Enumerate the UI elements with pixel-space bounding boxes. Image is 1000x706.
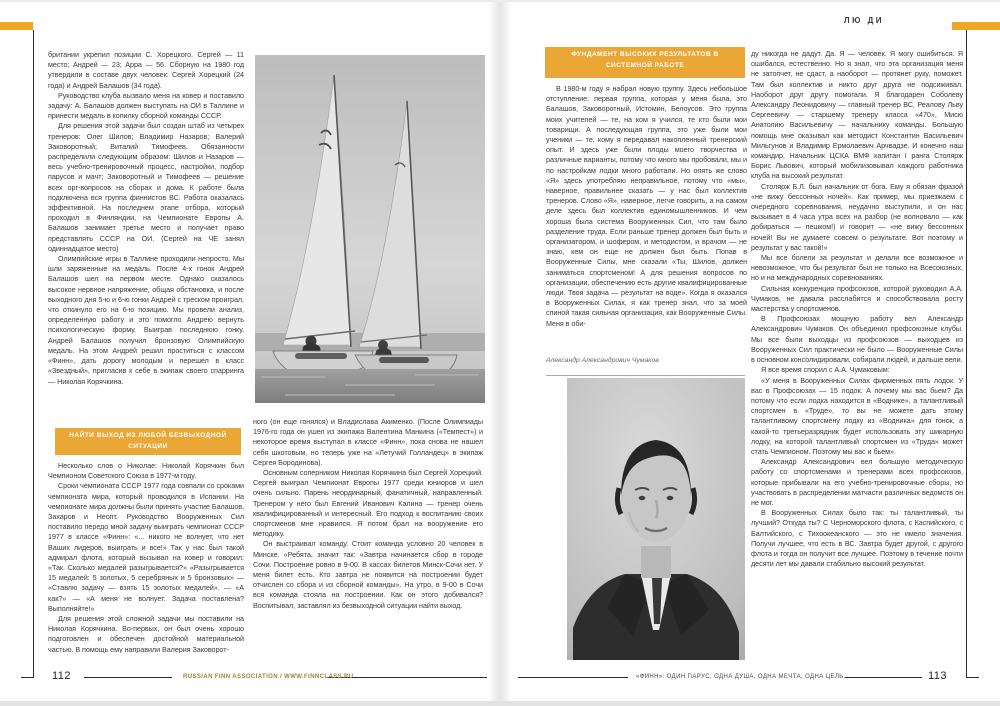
body-paragraph: Несколько слов о Николае: Николай Корячкин был Чемпионом Советского Союза в 1977-м году. — [48, 461, 244, 481]
footer-rule — [845, 677, 922, 678]
left-column-b — [253, 417, 483, 667]
body-paragraph: В 1980-м году я набрал новую группу. Здесь небольшое отступление: первая группа, которая у меня была, это Балашов, Заковоротный, Истомин, Белоусов. Это группа моих учителей — те, на ком я учился, те кто были мои товарищи. А последующая группа, это уже были мои ученики — те, кому я передавал накопленный тренерский опыт. И здесь уже были плоды моего творчества и различные варианты, потому что много мы пробовали, мы и по настройкам лодки много работали. Но опять же слово «Я» здесь употребляю неправильное, потому что «мы», наверное, правильнее сказать — у нас был коллектив тренеров. Слово «Я», наверное, легче говорить, а на самом деле здесь был коллектив единомышленников. И чем хороша была система Вооруженных Сил, что там было разделение труда. Если раньше тренер должен был быть и организатором, и шофером, и методистом, и врачом — не знаю, кем он еще не должен был быть. Попав в Вооруженные Силы, мне сказали «Ты, Шилов, должен заниматься спортсменом! А для решения вопросов по организации, обеспечению есть другие квалифицированные люди. Твоя задача — результат на воде». Когда я оказался в Вооруженных Силах, я как тренер знал, что за моей спиной такая сильная организация, как Вооруженные Силы. Меня в оби- — [546, 84, 747, 328]
left-column-a-bottom — [48, 461, 244, 653]
body-paragraph: «У меня в Вооруженных Силах фирменных пять лодок. У вас в Профсоюзах — 15 лодок. А почему мы вас бьем? Да потому что если лодка находится в «Воднике», а талантливый спортсмен в «Труде», то вы не можете дать этому талантливому спортсмену лодку из «Водника» для гонок, а какой-то третьеразрядник будет использовать эту шикарную лодку, на которой талантливый спортсмен из «Труда» может стать Чемпионом. Поэтому мы вас и бьем». — [751, 375, 963, 456]
margin-rule-right-foot — [966, 677, 979, 678]
body-paragraph: Сильная конкуренция профсоюзов, которой руководил А.А. Чумаков, не давала расслабится и способствовала росту мастерства у спортсменов. — [751, 283, 963, 314]
right-column-a — [546, 84, 747, 358]
body-paragraph: Для решения этой сложной задачи мы поставили на Николая Корячкина. Во-первых, он был очень хорошо подготовлен и обеспечен достойной материальной частью. В помощь ему направили Валерия Заковорот- — [48, 614, 244, 653]
body-paragraph: Мы все болели за результат и делали все возможное и невозможное, что бы результат был не только на Всесоюзных, но и на международных соревнованиях. — [751, 253, 963, 283]
body-paragraph: Руководство клуба вызвало меня на ковер и поставило задачу: А. Балашов должен выступать на ОИ в Таллине и принести медаль в копилку сборной команды СССР. — [48, 90, 244, 121]
sailboats-photo — [255, 55, 485, 403]
margin-rule-left-foot — [21, 677, 34, 678]
body-paragraph: В Вооруженных Силах было так: ты талантливый, ты лучший? Откуда ты? С Черноморского флота, с Каспийского, с Балтийского, с Тихоокеанского — это не имело значения. Получи лучшее, что есть в ВС. Завтра будет другой, с другого флота и тогда он получит все лучшее. Поэтому в течение почти десяти лет мы давали стабильно высокий результат. — [751, 508, 963, 569]
footer-association-text: RUSSIAN FINN ASSOCIATION / WWW.FINNCLASS.RU — [183, 674, 354, 680]
scan-edge-bottom — [0, 701, 1000, 706]
accent-bar-right — [952, 22, 1000, 30]
margin-rule-right — [966, 30, 967, 677]
body-paragraph: Сроки чемпионата СССР 1977 года совпали со сроками чемпионата мира, который проводился в Испании. На чемпионате мира должны были принять участие Балашов, Захаров и Неопт. Руководство Вооруженных Сил поставило передо мной задачу выиграть чемпионат СССР 1977 в классе «Финн»: «... никого не волнует, что нет Ваших лидеров, выиграть и все!» Так у нас был такой адмирал флота, который вызывал на ковер и говорил: «Так. Сколько медалей разыгрывается?» «Разыгрывается 15 медалей: 5 золотых, 5 серебряных и 5 бронзовых» — «Ставлю задачу — взять 15 золотых медалей». — «А как?» — «А меня не волнует. Задача поставлена? Выполняйте!» — [48, 481, 244, 613]
body-paragraph: В Профсоюзах мощную работу вел Александр Александрович Чумаков. Он объединил профсоюзные клубы. Мы все были выходцы из профсоюзов — выходцев из Вооруженных Сил практически не было — Вооруженные Силы в основном консолидировали, собирали людей, и дальше вели. — [751, 314, 963, 365]
right-section-heading: ФУНДАМЕНТ ВЫСОКИХ РЕЗУЛЬТАТОВ В СИСТЕМНОЙ РАБОТЕ — [545, 47, 745, 78]
page-number-right: 113 — [928, 670, 948, 682]
page-gutter-shadow — [488, 2, 512, 701]
body-paragraph: Основным соперником Николая Корячкина был Сергей Хорецкий. Сергей выиграл Чемпионат Европы 1977 среди юниоров и шел очень сильно. Парень неординарный, фанатичный, направленный. Тренером у него был Евгений Иванович Калина — тренер очень квалифицированный и интересный. Его подход к воспитанию своих спортсменов мне нравился. Я потом брал на вооружение его методику. — [253, 468, 483, 539]
portrait-photo — [567, 378, 745, 660]
accent-bar-left — [0, 22, 33, 30]
section-header-label: ЛЮ ДИ — [844, 16, 885, 25]
body-paragraph: Олимпийские игры в Таллине проходили непросто. Мы шли заряженные на медаль. После 4-х гонок Андрей Балашов шел на первом месте. Однако сказалось высокое нервное напряжение, общая обстановка, и после выходного дня 5-ю и 6-ю гонки Андрей с треском проиграл, что откинуло его на 6-ю позицию. Мы провели анализ, определенную работу и это помогло Андрею вернуть психологическую форму. Выиграв последнюю гонку, Андрей Балашов получил бронзовую Олимпийскую медаль. На этом Андрей решил проститься с классом «Финн», дать дорогу молодым и перешел в класс «Звездный», пригласив к себе в экипаж своего спарринга — Николая Корячкина. — [48, 254, 244, 386]
footer-rule — [518, 677, 628, 678]
right-column-b — [751, 49, 963, 662]
body-paragraph: Он выстраивал команду. Стоит команда условно 20 человек в Минске. «Ребята, значит так: «Завтра начинается сбор в городе Сочи. Построение ровно в 9-00. В кассах билетов Минск-Сочи нет. У меня билет есть. Кто завтра не появится на построении будет отчислен со сбора и из сборной команды». На утро, в 9-00 в Сочи вся команда стояла на построении. Как он этого добивался? Воспитывал, заставлял из безвыходной ситуации найти выход. — [253, 539, 483, 610]
body-paragraph: Для решения этой задачи был создан штаб из четырех тренеров: Олег Шилов; Владимир Назаров; Валерий Заковоротный; Виталий Тимофеев. Обязанности распределили следующим образом: Шилов и Назаров — весь учебно-тренировочный процесс, настройки, подбор парусов и мачт; Заковоротный и Тимофеев — решение всех орг-вопросов на сборах и дома. К работе была подключена вся группа финнистов ВС. Работа оказалась эффективной. На последнем этапе отбора, который проходил в Финляндии, на Чемпионате Европы А. Балашов занимает третье место и получает право представлять СССР на ОИ. (Сергей на ЧЕ занял одиннадцатое место) — [48, 121, 244, 253]
margin-rule-left — [33, 30, 34, 677]
left-section-heading: НАЙТИ ВЫХОД ИЗ ЛЮБОЙ БЕЗВЫХОДНОЙ СИТУАЦИИ — [55, 428, 241, 455]
footer-rule — [84, 677, 172, 678]
portrait-caption: Александр Александрович Чумаков — [546, 357, 659, 364]
footer-motto-text: «ФИНН»: ОДИН ПАРУС, ОДНА ДУША, ОДНА МЕЧТА, ОДНА ЦЕЛЬ... — [636, 674, 850, 680]
body-paragraph: Столярж Б.Л. был начальник от бога. Ему я обязан фразой «не вижу бессонных ночей». Как пример, мы приезжаем с очередного соревнования, неудачно выступили, и он нас вызывает в 4 часа утра всех на разбор (не волновало — как добираться — пешком!) и говорит — «не вижу бессонных ночей! Вы не думаете совсем о результате. Вот поэтому и результат у вас такой!» — [751, 181, 963, 252]
page-number-left: 112 — [52, 670, 72, 682]
body-paragraph: Александр Александрович вел большую методическую работу со спортсменами и тренерами всех профсоюзов, которые прибывали на его учебно-тренировочные сборы, но участвовать в распределении матчасти различных ведомств он не мог. — [751, 457, 963, 507]
left-column-a-top — [48, 50, 244, 427]
body-paragraph: Я все время спорил с А.А. Чумаковым: — [761, 365, 890, 375]
body-paragraph: британии укрепил позиции С. Хорецкого, Сергей — 11 место; Андрей — 23; Арра — 56. Сборную на 1980 год утвердили в составе двух человек: Сергей Хорецкий (24 года) и Андрей Балашов (34 года). — [48, 50, 244, 90]
caption-rule — [546, 375, 745, 376]
body-paragraph: ного (он еще гонялся) и Владислава Акименко. (После Олимпиады 1976-го года он ушел из экипажа Валентина Манкина («Темпест») и некоторое время выступал в классе «Финн», пока снова не нашел себя шкотовым, но теперь уже на «Летучий Голландец» в экипаж Сергея Бородинова). — [253, 417, 483, 467]
body-paragraph: ду никогда не дадут. Да. Я — человек. Я могу ошибиться. Я ошибался, естественно. Но я знал, что эта организация меня не затопчет, не сдаст, а наоборот — протянет руку, поможет. Там был коллектив и никто друг друга не подсиживал. Наоборот друг другу помогали. Я благодарен Соболеву Александру Леонидовичу — главный тренер ВС, Реалову Льву Сергеевичу — старшему тренеру класса «470», Мисю Анатолию Васильевичу — начальнику команды. Большую помощь мне оказывал как методист Константин Васильевич Мильгунов и Владимир Ермолаевич Арчвадзе. И конечно наш командир, Начальник ЦСКА ВМФ капитан I ранга Столярж Борис Львович, который мобилизовывал каждого работника клуба на высокий результат. — [751, 49, 963, 181]
